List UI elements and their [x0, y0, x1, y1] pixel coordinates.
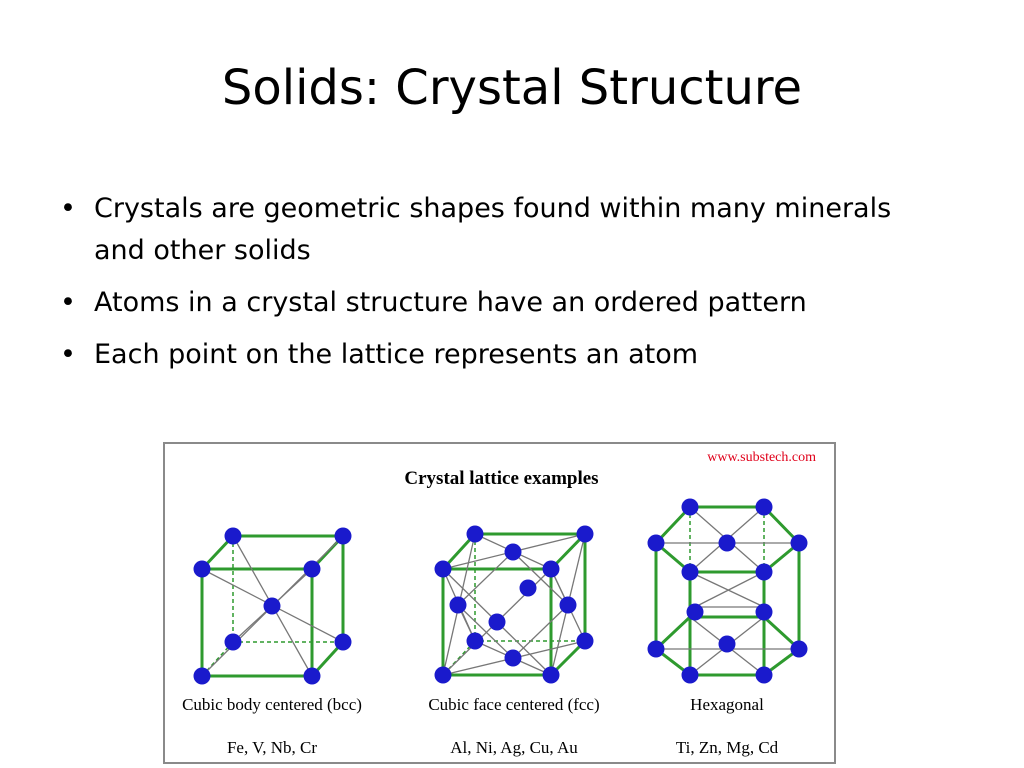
- atom: [505, 650, 522, 667]
- atom: [505, 544, 522, 561]
- atom: [719, 535, 736, 552]
- atom: [304, 561, 321, 578]
- hexagonal-caption: Hexagonal: [690, 695, 764, 714]
- bullet-list: [60, 188, 910, 386]
- atom: [543, 667, 560, 684]
- bullet-icon: •: [60, 287, 76, 318]
- atom: [335, 634, 352, 651]
- atom: [791, 535, 808, 552]
- atom: [719, 636, 736, 653]
- atom: [543, 561, 560, 578]
- atom: [194, 668, 211, 685]
- fcc-elements: Al, Ni, Ag, Cu, Au: [450, 738, 578, 757]
- atom: [791, 641, 808, 658]
- bcc-caption: Cubic body centered (bcc): [182, 695, 362, 714]
- atom: [756, 499, 773, 516]
- atom: [335, 528, 352, 545]
- bullet-icon: •: [60, 339, 76, 370]
- fcc-caption: Cubic face centered (fcc): [428, 695, 600, 714]
- bcc-elements: Fe, V, Nb, Cr: [226, 738, 318, 757]
- bullet-item: [60, 188, 910, 272]
- atom: [435, 667, 452, 684]
- bullet-text: Crystals are geometric shapes found within many minerals and other solids: [94, 193, 892, 266]
- figure-title: Crystal lattice examples: [404, 468, 599, 489]
- atom: [756, 667, 773, 684]
- atom: [304, 668, 321, 685]
- bullet-item: [60, 282, 910, 324]
- atom: [435, 561, 452, 578]
- atom: [648, 535, 665, 552]
- atom: [467, 633, 484, 650]
- atom: [489, 614, 506, 631]
- atom: [225, 528, 242, 545]
- atom: [687, 604, 704, 621]
- atom: [264, 598, 281, 615]
- atom: [648, 641, 665, 658]
- atom: [756, 604, 773, 621]
- hexagonal-lattice: [648, 499, 808, 684]
- source-label: www.substech.com: [707, 450, 816, 465]
- slide-title: Solids: Crystal Structure: [221, 60, 803, 116]
- atom: [467, 526, 484, 543]
- atom: [756, 564, 773, 581]
- crystal-lattice-figure: [163, 442, 836, 764]
- atom: [225, 634, 242, 651]
- hexagonal-elements: Ti, Zn, Mg, Cd: [675, 738, 779, 757]
- atom: [520, 580, 537, 597]
- atom: [450, 597, 467, 614]
- atom: [577, 526, 594, 543]
- bullet-text: Atoms in a crystal structure have an ordered pattern: [94, 287, 807, 318]
- atom: [560, 597, 577, 614]
- bcc-lattice: [194, 528, 352, 685]
- atom: [682, 564, 699, 581]
- atom: [682, 667, 699, 684]
- atom: [194, 561, 211, 578]
- bullet-icon: •: [60, 193, 76, 224]
- bullet-text: Each point on the lattice represents an atom: [94, 339, 699, 370]
- bullet-item: [60, 334, 910, 376]
- atom: [682, 499, 699, 516]
- fcc-lattice: [435, 526, 594, 684]
- atom: [577, 633, 594, 650]
